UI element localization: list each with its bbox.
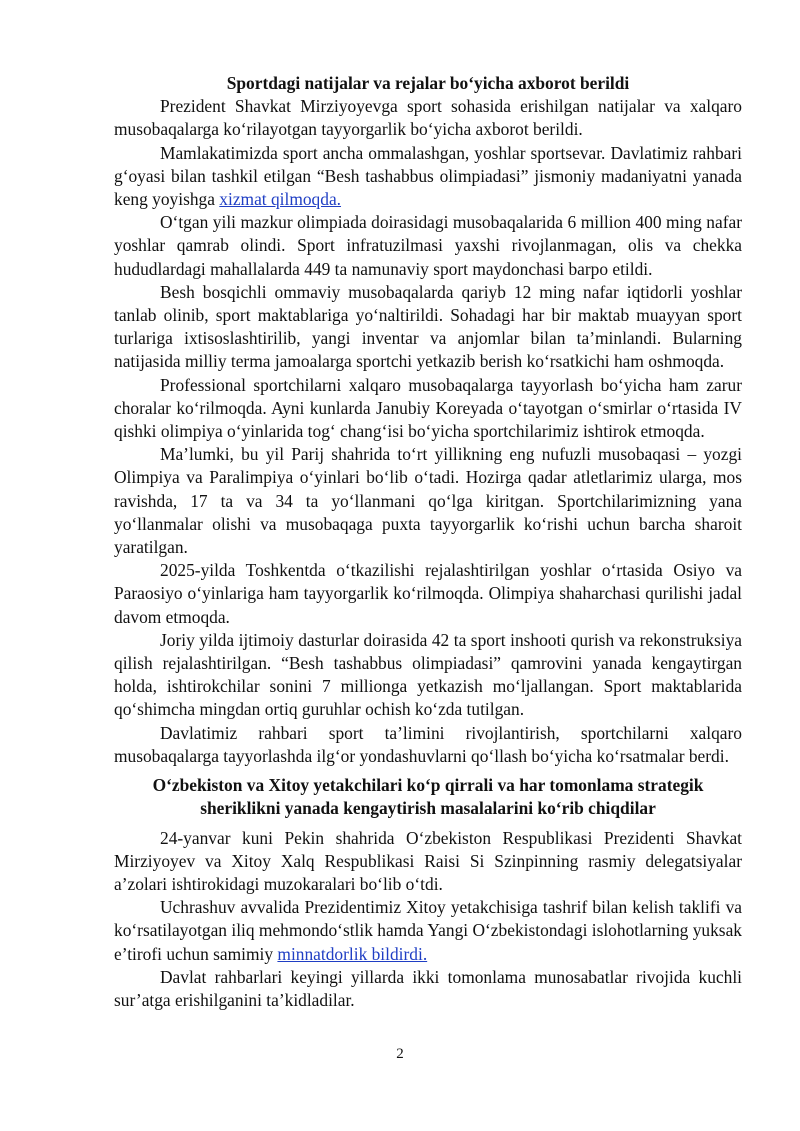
minnatdorlik-bildirdi-link[interactable]: minnatdorlik bildirdi.: [277, 943, 428, 964]
section1-paragraph-5: Professional sportchilarni xalqaro musobaqalarga tayyorlash bo‘yicha ham zarur choralar ko‘rilmoqda. Ayni kunlarda Janubiy Koreyada o‘tayotgan o‘smirlar o‘rtasida IV qishki olimpiya o‘yinlarida tog‘ chang‘isi bo‘yicha sportchilarimiz ishtirok etmoqda.: [114, 374, 742, 442]
section1-paragraph-9: Davlatimiz rahbari sport ta’limini rivojlantirish, sportchilarni xalqaro musobaqalarga tayyorlashda ilg‘or yondashuvlarni qo‘llash bo‘yicha ko‘rsatmalar berdi.: [114, 722, 742, 766]
section1-paragraph-1: Prezident Shavkat Mirziyoyevga sport sohasida erishilgan natijalar va xalqaro musobaqalarga ko‘rilayotgan tayyorgarlik bo‘yicha axborot berildi.: [114, 96, 742, 140]
section2-paragraph-3: Davlat rahbarlari keyingi yillarda ikki tomonlama munosabatlar rivojida kuchli sur’atga erishilganini ta’kidladilar.: [114, 966, 742, 1010]
section1-paragraph-8: Joriy yilda ijtimoiy dasturlar doirasida 42 ta sport inshooti qurish va rekonstruksiya qilish rejalashtirilgan. “Besh tashabbus olimpiadasi” qamrovini yanada kengaytirgan holda, ishtirokchilar sonini 7 millionga yetkazish mo‘ljallangan. Sport maktablarida qo‘shimcha mingdan ortiq guruhlar ochish ko‘zda tutilgan.: [114, 629, 742, 720]
section1-paragraph-6: Ma’lumki, bu yil Parij shahrida to‘rt yillikning eng nufuzli musobaqasi – yozgi Olimpiya va Paralimpiya o‘yinlari bo‘lib o‘tadi. Hozirga qadar atletlarimiz ularga, mos ravishda, 17 ta va 34 ta yo‘llanmani qo‘lga kiritgan. Sportchilarimizning yana yo‘llanmalar olishi va musobaqaga puxta tayyorgarlik ko‘rishi uchun barcha sharoit yaratilgan.: [114, 444, 742, 558]
page-number: 2: [396, 1046, 404, 1062]
section1-paragraph-7: 2025-yilda Toshkentda o‘tkazilishi rejalashtirilgan yoshlar o‘rtasida Osiyo va Paraosiyo o‘yinlariga ham tayyorgarlik ko‘rilmoqda. Olimpiya shaharchasi qurilishi jadal davom etmoqda.: [114, 560, 742, 627]
section1-paragraph-3: O‘tgan yili mazkur olimpiada doirasidagi musobaqalarida 6 million 400 ming nafar yoshlar qamrab olindi. Sport infratuzilmasi yaxshi rivojlanmagan, olis va chekka hududlardagi mahallalarda 449 ta namunaviy sport maydonchasi barpo etildi.: [114, 212, 742, 279]
section2-title: [114, 774, 742, 820]
section2-title-line-2: sheriklikni yanada kengaytirish masalalarini ko‘rib chiqdilar: [200, 798, 656, 819]
section1-paragraph-2: [114, 142, 742, 212]
section1-paragraph-2-text: Mamlakatimizda sport ancha ommalashgan, yoshlar sportsevar. Davlatimiz rahbari g‘oyasi bilan tashkil etilgan “Besh tashabbus olimpiadasi” jismoniy madaniyatni yanada keng yoyishga: [114, 142, 742, 210]
section2-title-line-1: O‘zbekiston va Xitoy yetakchilari ko‘p qirrali va har tomonlama strategik: [152, 775, 704, 796]
section2-paragraph-2: [114, 896, 742, 966]
section1-paragraph-4: Besh bosqichli ommaviy musobaqalarda qariyb 12 ming nafar iqtidorli yoshlar tanlab olinib, sport maktablariga yo‘naltirildi. Sohadagi har bir maktab muayyan sport turlariga ixtisoslashtirilib, yangi inventar va anjomlar bilan ta’minlandi. Bularning natijasida milliy terma jamoalarga sportchi yetkazib berish ko‘rsatkichi ham oshmoqda.: [114, 281, 742, 372]
section2-paragraph-2-text: Uchrashuv avvalida Prezidentimiz Xitoy yetakchisiga tashrif bilan kelish taklifi va ko‘rsatilayotgan iliq mehmondo‘stlik hamda Yangi O‘zbekistondagi islohotlarning yuksak e’tirofi uchun samimiy: [114, 897, 742, 964]
section1-title: Sportdagi natijalar va rejalar bo‘yicha axborot berildi: [226, 73, 630, 93]
xizmat-qilmoqda-link[interactable]: xizmat qilmoqda.: [219, 189, 342, 210]
section2-paragraph-1: 24-yanvar kuni Pekin shahrida O‘zbekiston Respublikasi Prezidenti Shavkat Mirziyoyev va Xitoy Xalq Respublikasi Raisi Si Szinpinning rasmiy delegatsiyalar a’zolari ishtirokidagi muzokaralari bo‘lib o‘tdi.: [114, 827, 742, 894]
